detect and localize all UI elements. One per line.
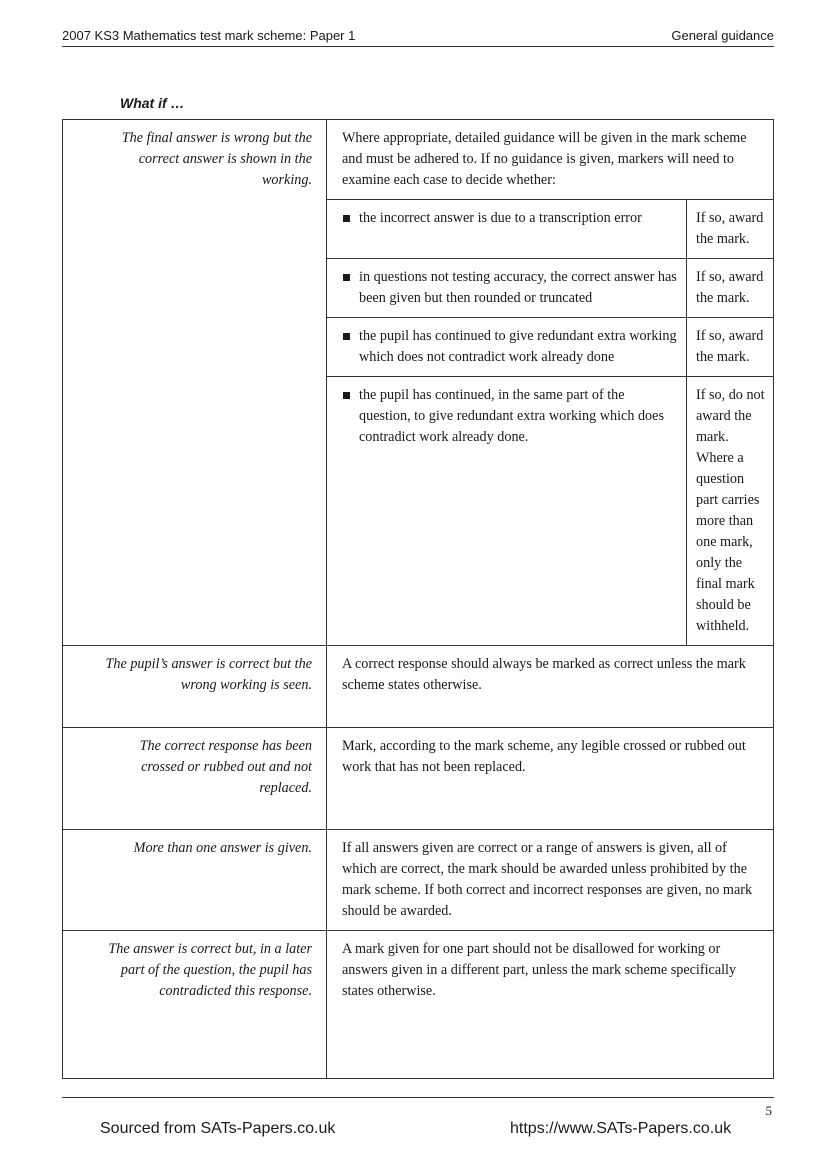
table-row xyxy=(63,830,774,931)
source-link[interactable]: https://www.SATs-Papers.co.uk xyxy=(510,1120,732,1137)
condition-row xyxy=(327,259,773,318)
case-cell: The pupil’s answer is correct but the wrong working is seen. xyxy=(63,646,327,728)
document-title: 2007 KS3 Mathematics test mark scheme: Paper 1 xyxy=(62,28,356,43)
guidance-text: If all answers given are correct or a range of answers is given, all of which are correct, the mark should be awarded unless prohibited by the mark scheme. If both correct and incorrect responses are given, no mark should be awarded. xyxy=(342,840,753,919)
table-row xyxy=(63,931,774,1079)
case-cell: The correct response has been crossed or rubbed out and not replaced. xyxy=(63,728,327,830)
guidance-cell xyxy=(327,728,774,830)
condition-cell xyxy=(327,259,687,318)
page-header xyxy=(62,28,774,46)
result-cell: If so, award the mark. xyxy=(687,200,774,259)
condition-row xyxy=(327,377,773,646)
guidance-text: Mark, according to the mark scheme, any legible crossed or rubbed out work that has not been replaced. xyxy=(342,738,746,775)
guidance-cell xyxy=(327,120,774,646)
bullet-square-icon xyxy=(343,392,350,399)
footer-divider xyxy=(62,1097,774,1098)
table-row xyxy=(63,728,774,830)
section-name: General guidance xyxy=(671,28,774,43)
condition-text: in questions not testing accuracy, the correct answer has been given but then rounded or truncated xyxy=(359,269,677,306)
case-cell: The final answer is wrong but the correct answer is shown in the working. xyxy=(63,120,327,646)
bullet-square-icon xyxy=(343,215,350,222)
case-cell: More than one answer is given. xyxy=(63,830,327,931)
guidance-cell xyxy=(327,931,774,1079)
bullet-square-icon xyxy=(343,333,350,340)
page-number: 5 xyxy=(765,1103,772,1118)
condition-table xyxy=(327,199,773,645)
result-cell: If so, award the mark. xyxy=(687,259,774,318)
condition-text: the pupil has continued to give redundant extra working which does not contradict work already done xyxy=(359,328,677,365)
guidance-cell xyxy=(327,646,774,728)
condition-cell xyxy=(327,318,687,377)
table-row xyxy=(63,646,774,728)
condition-cell xyxy=(327,200,687,259)
header-divider xyxy=(62,46,774,47)
guidance-text: A mark given for one part should not be disallowed for working or answers given in a different part, unless the mark scheme specifically states otherwise. xyxy=(342,941,737,999)
section-title: What if … xyxy=(120,95,185,111)
condition-row xyxy=(327,318,773,377)
condition-row xyxy=(327,200,773,259)
bullet-square-icon xyxy=(343,274,350,281)
guidance-text: Where appropriate, detailed guidance will be given in the mark scheme and must be adhered to. If no guidance is given, markers will need to examine each case to decide whether: xyxy=(342,130,747,188)
source-credit: Sourced from SATs-Papers.co.uk xyxy=(100,1120,336,1137)
table-row xyxy=(63,120,774,646)
condition-cell xyxy=(327,377,687,646)
guidance-text: A correct response should always be marked as correct unless the mark scheme states otherwise. xyxy=(342,656,746,693)
guidance-cell xyxy=(327,830,774,931)
condition-text: the incorrect answer is due to a transcription error xyxy=(359,210,642,226)
case-cell: The answer is correct but, in a later part of the question, the pupil has contradicted this response. xyxy=(63,931,327,1079)
condition-text: the pupil has continued, in the same part of the question, to give redundant extra working which does contradict work already done. xyxy=(359,387,664,445)
guidance-table xyxy=(62,119,774,1079)
result-cell: If so, award the mark. xyxy=(687,318,774,377)
result-cell: If so, do not award the mark. Where a question part carries more than one mark, only the final mark should be withheld. xyxy=(687,377,774,646)
